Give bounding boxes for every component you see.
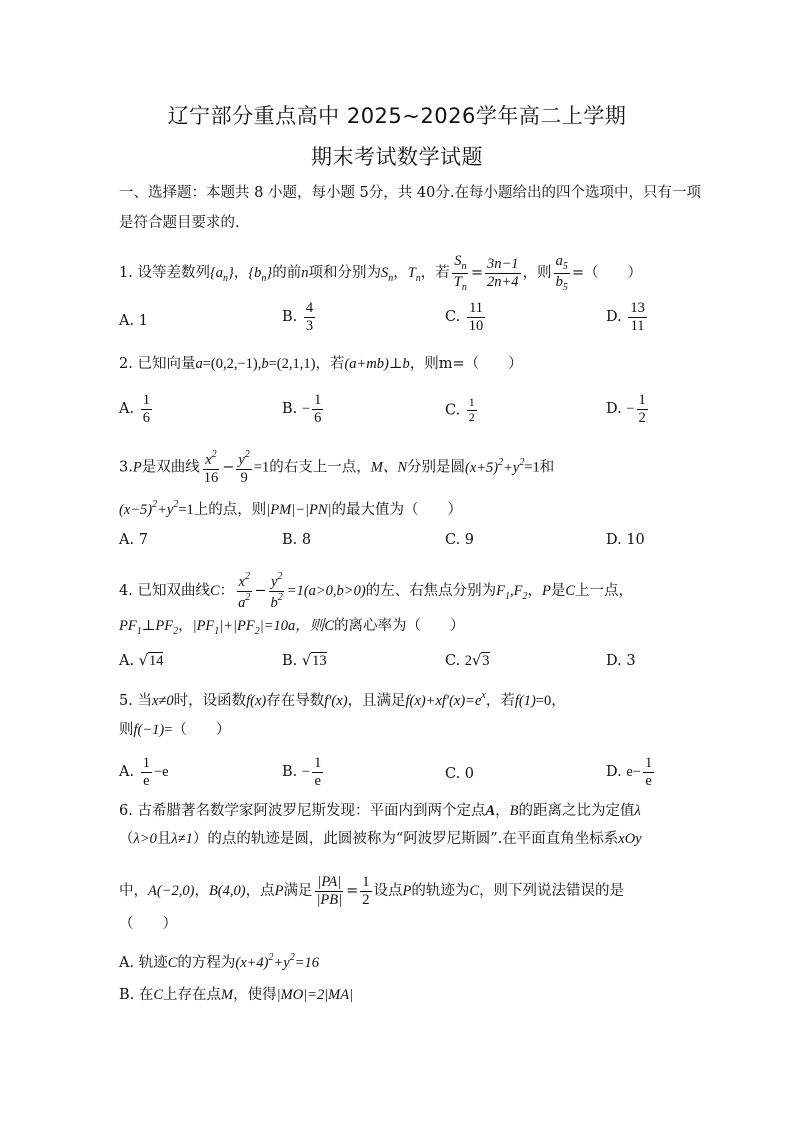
q3-option-a[interactable]: A. 7 xyxy=(119,532,148,548)
q1-option-c[interactable]: C. $\frac{11}{10}$ xyxy=(445,300,484,334)
q4-option-c[interactable]: C. 2√3 xyxy=(445,653,490,669)
question-3-line1: 3.P是双曲线 $\frac{x^2}{16}$ − $\frac{y^2}{9}$ =1的右支上一点，M、N分别是圆$(x+5)^2+y^2=1$和 xyxy=(119,449,555,486)
q2-option-c[interactable]: C. $\frac{1}{2}$ xyxy=(445,395,475,424)
q1-prefix: 1. 设等差数列 xyxy=(119,265,210,281)
section-instruction-line1: 一、选择题：本题共 8 小题，每小题 5分，共 40分.在每小题给出的四个选项中，只有一项 xyxy=(119,185,701,201)
q4-option-d[interactable]: D. 3 xyxy=(606,653,636,669)
q2-option-a[interactable]: A. $\frac{1}{6}$ xyxy=(119,392,150,426)
exam-title-line1: 辽宁部分重点高中 2025~2026学年高二上学期 xyxy=(167,104,627,128)
question-5-line2: 则f(−1)=（ ） xyxy=(119,722,231,738)
question-6-line2: （λ>0且λ≠1）的点的轨迹是圆，此圆被称为“阿波罗尼斯圆”.在平面直角坐标系xOy xyxy=(119,831,642,847)
q5-option-a[interactable]: A. $\frac{1}{e}$ −e xyxy=(119,755,169,789)
q5-option-d[interactable]: D. e− $\frac{1}{e}$ xyxy=(606,755,653,789)
question-6-line1: 6. 古希腊著名数学家阿波罗尼斯发现：平面内到两个定点A，B的距离之比为定值λ xyxy=(119,803,641,819)
q2-option-b[interactable]: B. − $\frac{1}{6}$ xyxy=(282,392,322,426)
q5-option-c[interactable]: C. 0 xyxy=(445,766,475,782)
q1-option-a[interactable]: A. 1 xyxy=(119,313,148,329)
q4-option-b[interactable]: B. √13 xyxy=(282,653,327,669)
q1-option-b[interactable]: B. $\frac{4}{3}$ xyxy=(282,300,314,334)
q1-option-d[interactable]: D. $\frac{13}{11}$ xyxy=(606,300,645,334)
question-4-line1: 4. 已知双曲线C： $\frac{x^2}{a^2}$ − $\frac{y^2}{b^2}$ =1(a>0,b>0)的左、右焦点分别为$F_1,F_2$，P是C上一点， xyxy=(119,571,634,611)
question-4-line2: $PF_1\perp PF_2$，$|PF_1|+|PF_2|=10a$，则C的离心率为（ ） xyxy=(119,618,465,637)
q2-option-d[interactable]: D. − $\frac{1}{2}$ xyxy=(606,392,646,426)
question-6-line3: 中，A(−2,0)，B(4,0)，点P满足 $\frac{|PA|}{|PB|}$ = $\frac{1}{2}$ 设点P的轨迹为C，则下列说法错误的是 xyxy=(119,874,625,908)
q4-option-a[interactable]: A. √14 xyxy=(119,653,164,669)
question-6-line4: （ ） xyxy=(119,916,177,932)
q6-option-a[interactable]: A. 轨迹C的方程为$(x+4)^2+y^2=16$ xyxy=(119,952,320,971)
q3-option-d[interactable]: D. 10 xyxy=(606,532,645,548)
question-2: 2. 已知向量a=(0,2,−1),b=(2,1,1)，若(a+mb)⊥b，则m=（ ） xyxy=(119,356,523,372)
question-1: 1. 设等差数列$\{a_n\}$，$\{b_n\}$的前n项和分别为$S_n$，$T_n$，若 $\frac{S_n}{T_n}$ = $\frac{3n-1}{2n+4}$ ，则 $\frac{a_5}{b_5}$ =（ ） xyxy=(119,253,642,293)
q3-option-b[interactable]: B. 8 xyxy=(282,532,312,548)
question-3-line2: $(x-5)^2+y^2=1$上的点，则|PM|−|PN|的最大值为（ ） xyxy=(119,499,463,518)
q6-option-b[interactable]: B. 在C上存在点M，使得|MO|=2|MA| xyxy=(119,987,354,1003)
section-instruction-line2: 是符合题目要求的. xyxy=(119,215,240,231)
question-5-line1: 5. 当x≠0时，设函数f(x)存在导数f′(x)，且满足$f(x)+xf'(x)=e^x$，若f(1)=0， xyxy=(119,690,566,709)
q3-option-c[interactable]: C. 9 xyxy=(445,532,475,548)
exam-title-line2: 期末考试数学试题 xyxy=(311,145,483,169)
q5-option-b[interactable]: B. − $\frac{1}{e}$ xyxy=(282,755,322,789)
